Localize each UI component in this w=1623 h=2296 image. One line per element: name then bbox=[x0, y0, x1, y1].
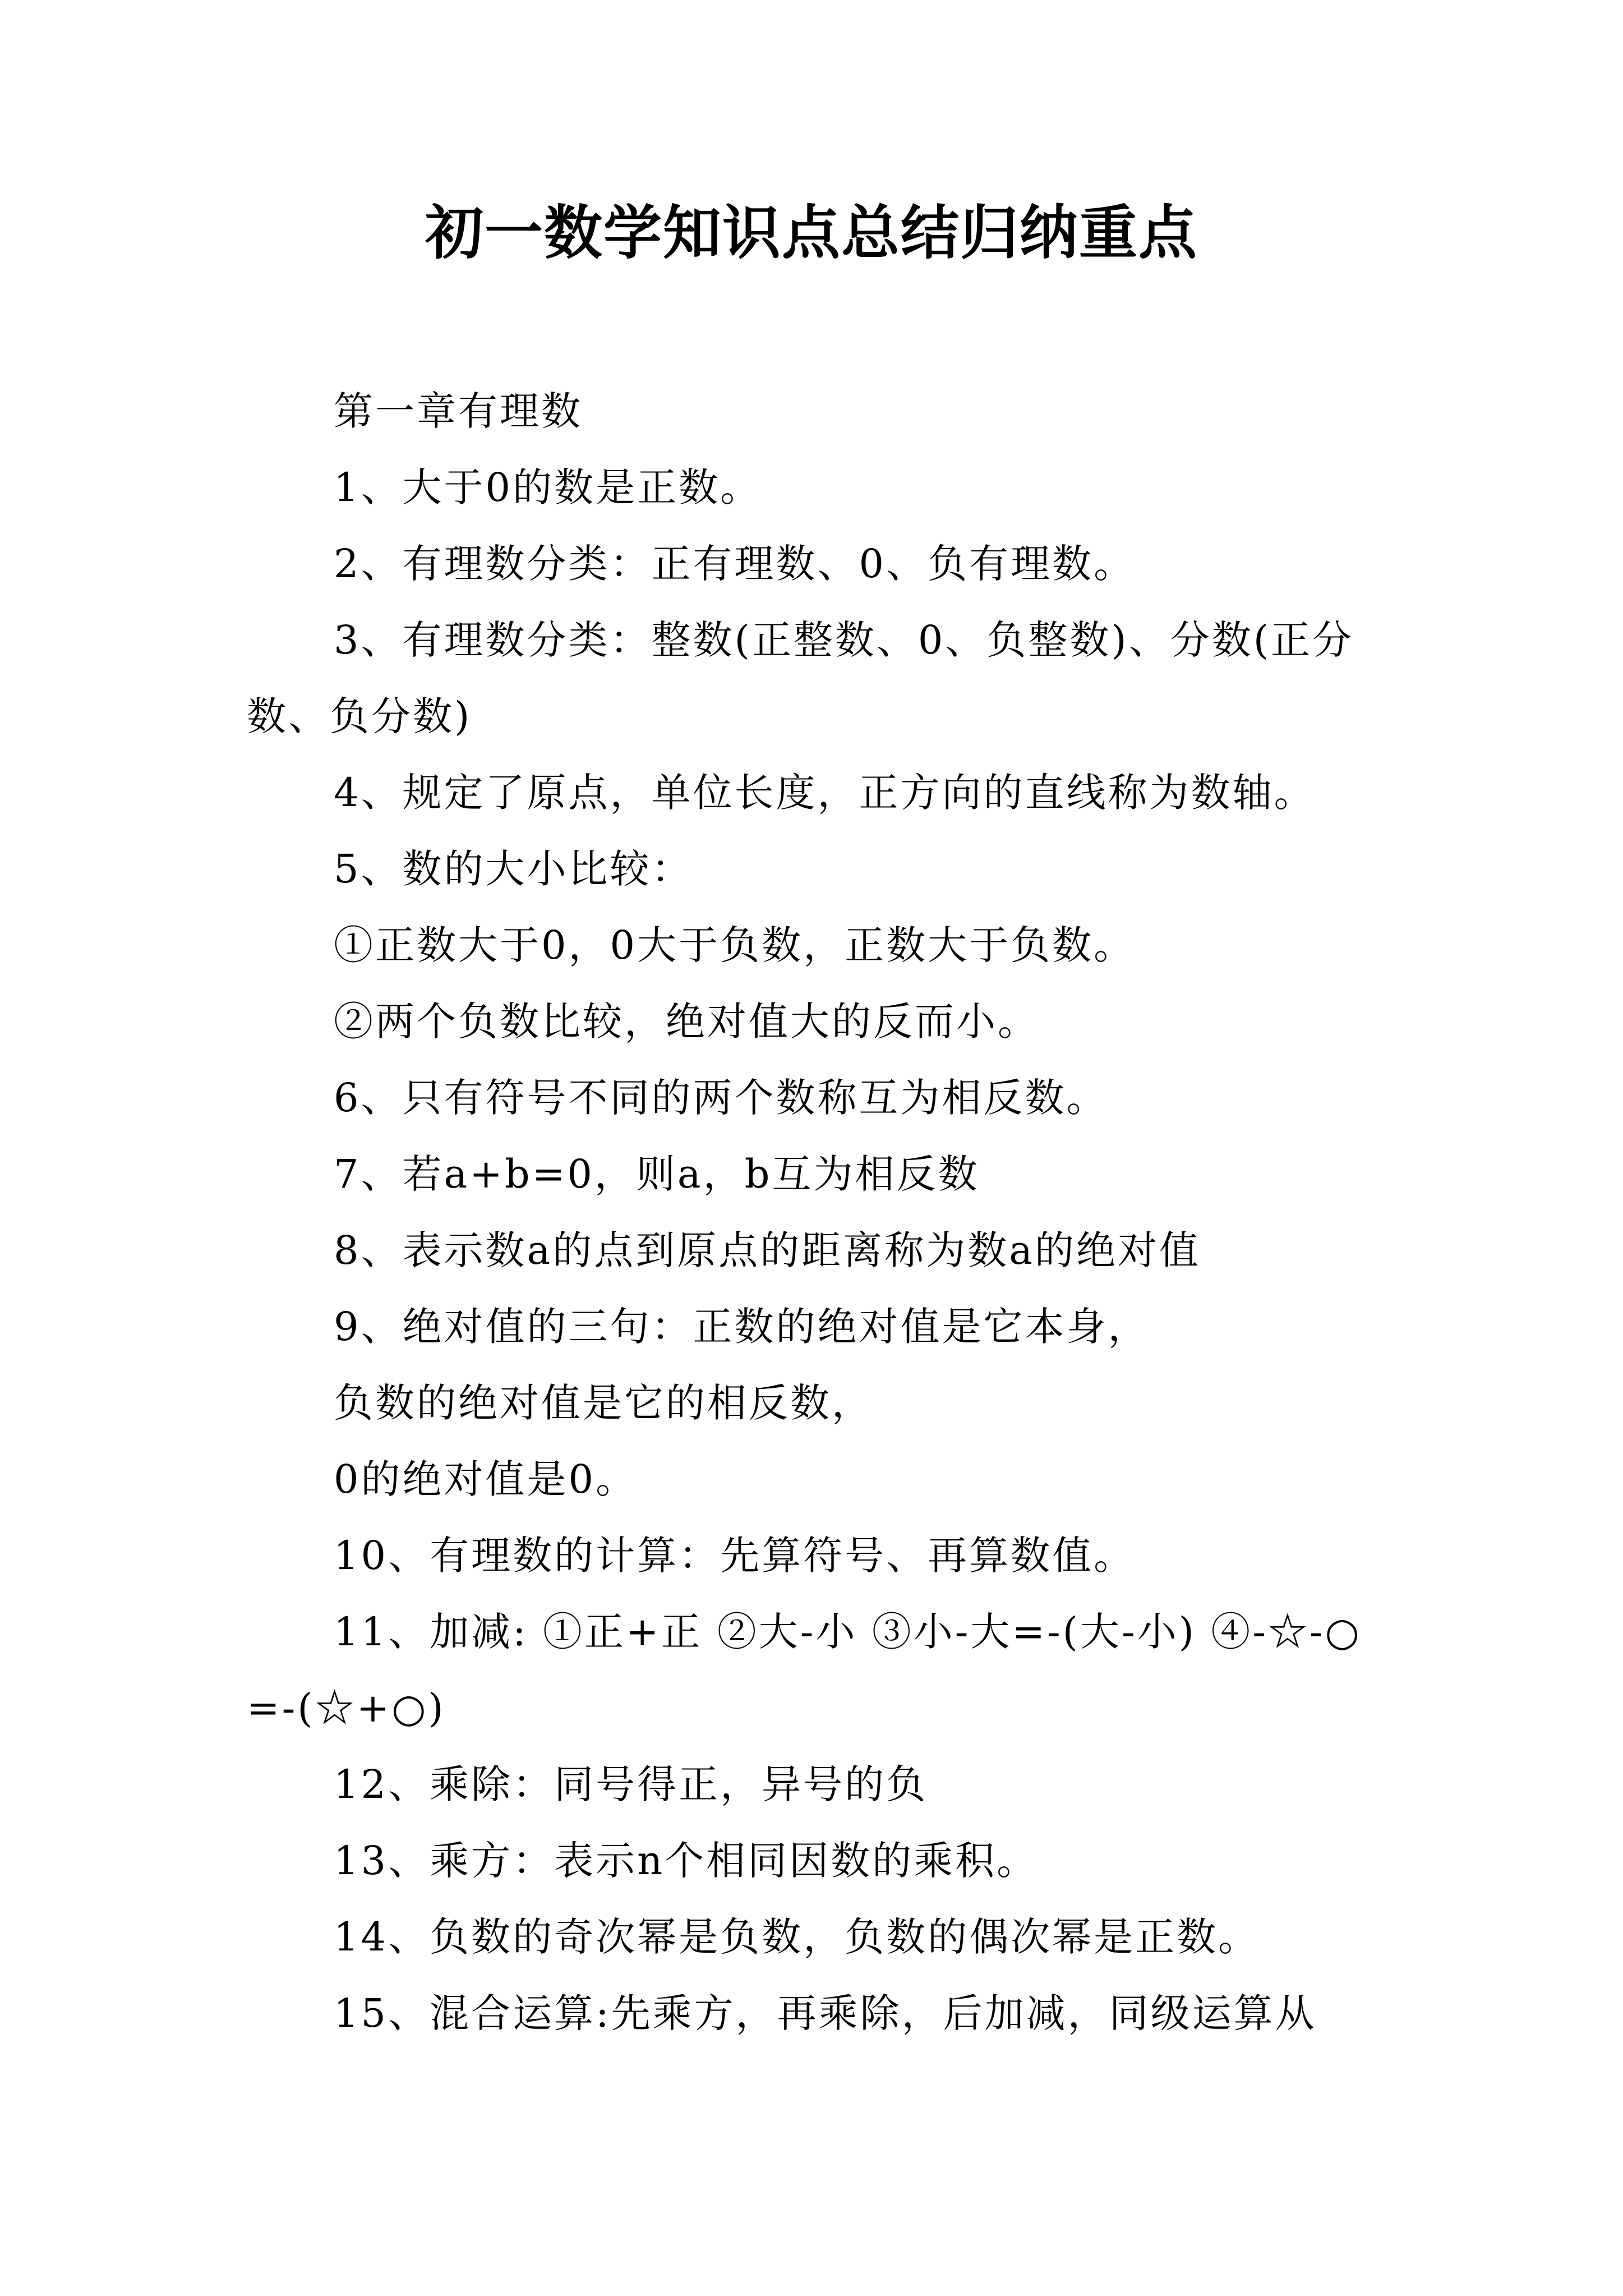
paragraph: 9、绝对值的三句：正数的绝对值是它本身， bbox=[334, 1304, 1150, 1350]
paragraph: 13、乘方：表示n个相同因数的乘积。 bbox=[334, 1838, 1039, 1884]
paragraph: 7、若a+b=0，则a，b互为相反数 bbox=[334, 1151, 980, 1197]
paragraph: 10、有理数的计算：先算符号、再算数值。 bbox=[334, 1533, 1136, 1579]
paragraph: 14、负数的奇次幂是负数，负数的偶次幂是正数。 bbox=[334, 1914, 1260, 1960]
paragraph: 1、大于0的数是正数。 bbox=[334, 464, 762, 510]
paragraph: 11、加减: ①正+正 ②大-小 ③小-大=-(大-小) ④-☆-○=-(☆+○) bbox=[247, 1609, 1362, 1731]
chapter-heading: 第一章有理数 bbox=[334, 388, 583, 434]
paragraph: 负数的绝对值是它的相反数， bbox=[334, 1380, 873, 1426]
document-title: 初一数学知识点总结归纳重点 bbox=[425, 198, 1198, 267]
paragraph: 2、有理数分类：正有理数、0、负有理数。 bbox=[334, 541, 1136, 587]
paragraph: 5、数的大小比较： bbox=[334, 846, 693, 892]
paragraph: ②两个负数比较，绝对值大的反而小。 bbox=[334, 999, 1039, 1045]
paragraph: ①正数大于0，0大于负数，正数大于负数。 bbox=[334, 922, 1136, 968]
paragraph: 0的绝对值是0。 bbox=[334, 1456, 638, 1502]
paragraph: 15、混合运算:先乘方，再乘除，后加减，同级运算从 bbox=[334, 1990, 1317, 2036]
paragraph: 3、有理数分类：整数(正整数、0、负整数)、分数(正分数、负分数) bbox=[247, 617, 1354, 739]
paragraph: 8、表示数a的点到原点的距离称为数a的绝对值 bbox=[334, 1227, 1201, 1273]
paragraph: 6、只有符号不同的两个数称互为相反数。 bbox=[334, 1075, 1108, 1121]
paragraph: 4、规定了原点，单位长度，正方向的直线称为数轴。 bbox=[334, 770, 1316, 816]
document-body bbox=[247, 373, 1380, 2051]
paragraph: 12、乘除：同号得正，异号的负 bbox=[334, 1761, 928, 1807]
